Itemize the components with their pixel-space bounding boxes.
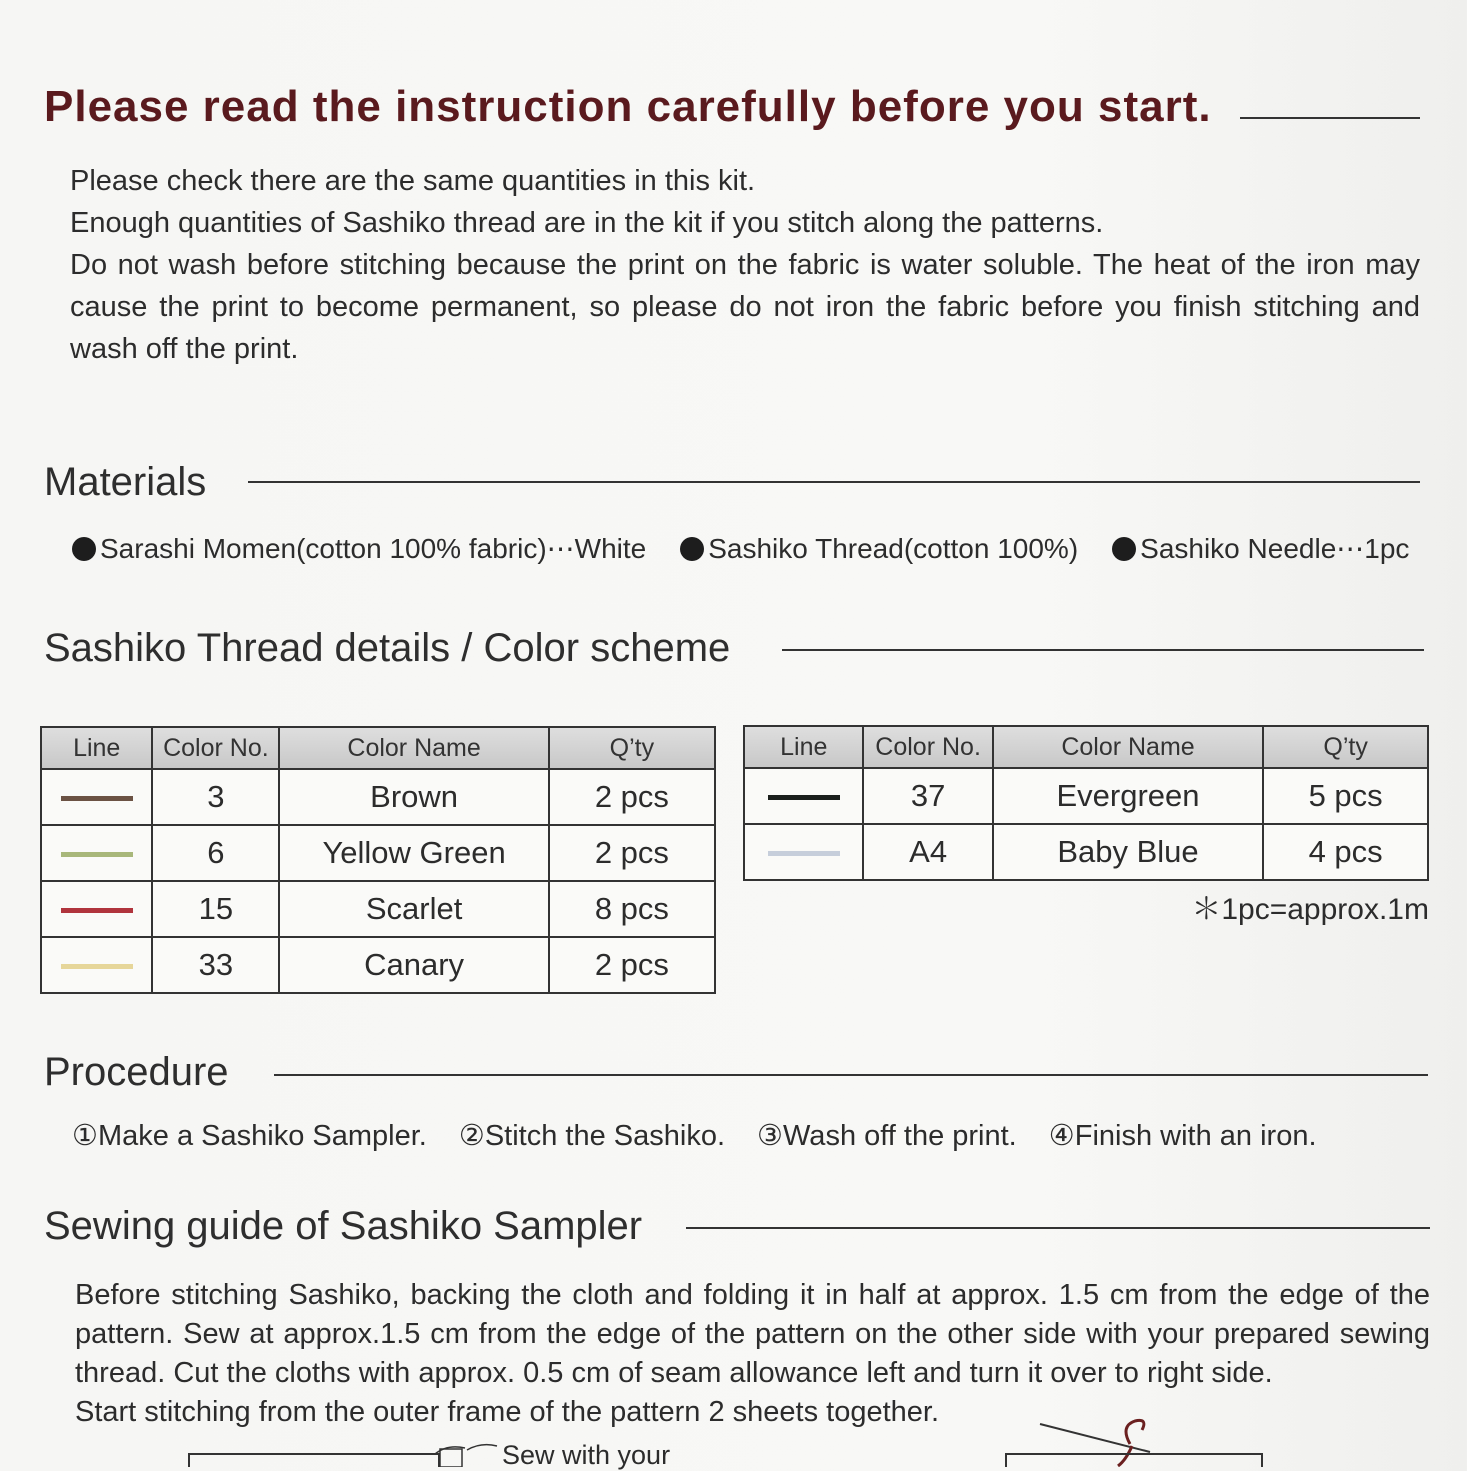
header-color-no: Color No. — [152, 727, 279, 769]
guide-rule — [686, 1227, 1430, 1229]
procedure-step: ②Stitch the Sashiko. — [458, 1120, 726, 1152]
table-header-row — [744, 726, 1428, 768]
qty-cell: 4 pcs — [1263, 824, 1428, 880]
table-row — [41, 937, 715, 993]
guide-line: pattern. Sew at approx.1.5 cm from the edge of the pattern on the other side with your prepared sewing — [75, 1318, 1430, 1350]
guide-text — [75, 1276, 1430, 1432]
line-swatch-cell — [41, 881, 152, 937]
header-qty: Q’ty — [1263, 726, 1428, 768]
procedure-steps — [72, 1118, 1317, 1153]
procedure-rule — [274, 1074, 1428, 1076]
thread-color-swatch — [61, 964, 133, 969]
line-swatch-cell — [41, 825, 152, 881]
header-color-name: Color Name — [993, 726, 1264, 768]
thread-color-swatch — [61, 852, 133, 857]
color-name-cell: Evergreen — [993, 768, 1264, 824]
thread-rule — [782, 649, 1424, 651]
line-swatch-cell — [744, 768, 863, 824]
color-name-cell: Baby Blue — [993, 824, 1264, 880]
table-header-row — [41, 727, 715, 769]
line-swatch-cell — [41, 937, 152, 993]
thread-table-right — [743, 725, 1429, 881]
qty-cell: 2 pcs — [549, 825, 715, 881]
color-name-cell: Canary — [279, 937, 548, 993]
header-line: Line — [744, 726, 863, 768]
material-item — [680, 532, 1078, 565]
table-row — [744, 768, 1428, 824]
color-name-cell: Yellow Green — [279, 825, 548, 881]
table-row — [41, 825, 715, 881]
table-row — [41, 881, 715, 937]
guide-line: Before stitching Sashiko, backing the cloth and folding it in half at approx. 1.5 cm from the edge of the — [75, 1279, 1430, 1311]
table-row — [744, 824, 1428, 880]
intro-line: Do not wash before stitching because the print on the fabric is water soluble. The heat of the iron may cause the print to become permanent, so please do not iron the fabric before you finish stitching and wash off the print. — [70, 249, 1420, 365]
line-swatch-cell — [41, 769, 152, 825]
needle-illustration-right — [1000, 1416, 1270, 1467]
procedure-step: ③Wash off the print. — [757, 1120, 1017, 1152]
color-name-cell: Brown — [279, 769, 548, 825]
material-label: Sashiko Needle⋯1pc — [1140, 533, 1410, 564]
intro-line: Enough quantities of Sashiko thread are in the kit if you stitch along the patterns. — [70, 207, 1104, 239]
header-qty: Q’ty — [549, 727, 715, 769]
guide-heading: Sewing guide of Sashiko Sampler — [44, 1204, 643, 1248]
material-item — [1112, 532, 1409, 565]
procedure-heading: Procedure — [44, 1050, 229, 1094]
bullet-icon — [680, 537, 704, 561]
qty-cell: 2 pcs — [549, 769, 715, 825]
thread-heading: Sashiko Thread details / Color scheme — [44, 626, 731, 670]
thread-table-left — [40, 726, 716, 994]
thread-color-swatch — [768, 851, 840, 856]
fold-illustration-left — [185, 1440, 505, 1467]
color-no-cell: 15 — [152, 881, 279, 937]
line-swatch-cell — [744, 824, 863, 880]
bullet-icon — [72, 537, 96, 561]
color-no-cell: 33 — [152, 937, 279, 993]
page-title: Please read the instruction carefully before you start. — [44, 82, 1212, 131]
bullet-icon — [1112, 537, 1136, 561]
materials-heading: Materials — [44, 460, 207, 504]
intro-text — [70, 160, 1420, 370]
illustration-caption: Sew with your — [502, 1440, 671, 1470]
thread-color-swatch — [61, 908, 133, 913]
material-label: Sarashi Momen(cotton 100% fabric)⋯White — [100, 533, 647, 564]
thread-color-swatch — [768, 795, 840, 800]
materials-list — [72, 532, 1409, 565]
qty-cell: 2 pcs — [549, 937, 715, 993]
procedure-step: ④Finish with an iron. — [1048, 1120, 1317, 1152]
guide-line: Start stitching from the outer frame of the pattern 2 sheets together. — [75, 1396, 940, 1428]
qty-cell: 5 pcs — [1263, 768, 1428, 824]
color-no-cell: A4 — [863, 824, 992, 880]
header-color-no: Color No. — [863, 726, 992, 768]
qty-cell: 8 pcs — [549, 881, 715, 937]
color-name-cell: Scarlet — [279, 881, 548, 937]
header-line: Line — [41, 727, 152, 769]
material-label: Sashiko Thread(cotton 100%) — [708, 532, 1079, 564]
title-rule — [1240, 117, 1420, 119]
guide-line: thread. Cut the cloths with approx. 0.5 cm of seam allowance left and turn it over to right side. — [75, 1357, 1273, 1389]
color-no-cell: 6 — [152, 825, 279, 881]
table-row — [41, 769, 715, 825]
material-item — [72, 532, 646, 565]
thread-note: ＊1pc=approx.1m — [1191, 893, 1429, 926]
color-no-cell: 3 — [152, 769, 279, 825]
intro-line: Please check there are the same quantities in this kit. — [70, 165, 756, 197]
thread-color-swatch — [61, 796, 133, 801]
procedure-step: ①Make a Sashiko Sampler. — [72, 1120, 427, 1152]
color-no-cell: 37 — [863, 768, 992, 824]
materials-rule — [248, 481, 1420, 483]
header-color-name: Color Name — [279, 727, 548, 769]
